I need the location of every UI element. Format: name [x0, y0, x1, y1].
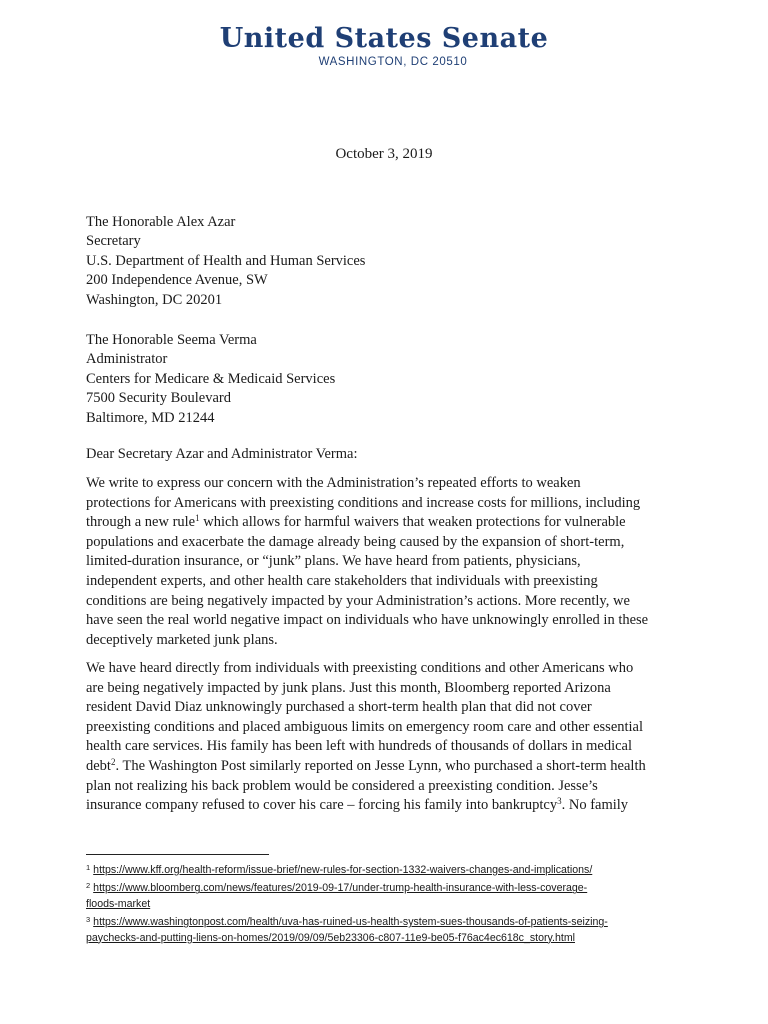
recipient-title: Administrator — [86, 351, 168, 368]
paragraph-line: are being negatively impacted by junk plans. Just this month, Bloomberg reported Arizona — [86, 679, 611, 696]
footnotes — [86, 860, 608, 946]
recipient-city: Washington, DC 20201 — [86, 291, 223, 308]
footnote-2 — [86, 878, 608, 896]
recipient-title: Secretary — [86, 233, 141, 250]
paragraph-line — [86, 513, 688, 533]
footnote-link[interactable]: https://www.washingtonpost.com/health/uva-has-ruined-us-health-system-sues-thousands-of-patients-seizing- — [93, 916, 608, 929]
paragraph-text: debt — [86, 757, 111, 774]
paragraph-line — [86, 757, 688, 777]
paragraph-line: plan not realizing his back problem would be considered a preexisting condition. Jesse’s — [86, 777, 598, 794]
recipient-name: The Honorable Seema Verma — [86, 332, 257, 348]
footnote-ref-1: 1 — [195, 513, 200, 524]
recipient-name: The Honorable Alex Azar — [86, 214, 236, 230]
body-paragraph-1 — [86, 474, 688, 650]
paragraph-line: preexisting conditions and placed ambiguous limits on emergency room care and other essential — [86, 718, 644, 735]
paragraph-line: health care services. His family has been left with hundreds of thousands of dollars in medical — [86, 738, 633, 755]
recipient-street: 7500 Security Boulevard — [86, 390, 231, 407]
footnote-1 — [86, 860, 608, 878]
footnote-3-cont — [86, 931, 608, 946]
footnote-3 — [86, 912, 608, 930]
letterhead-title: United States Senate — [219, 23, 549, 54]
paragraph-line: have seen the real world negative impact on individuals who have unknowingly enrolled in these — [86, 612, 649, 629]
letterhead-location: WASHINGTON, DC 20510 — [318, 56, 468, 68]
footnote-ref-3: 3 — [557, 796, 562, 807]
footnote-link[interactable]: floods-market — [86, 897, 151, 910]
paragraph-text: insurance company refused to cover his care – forcing his family into bankruptcy — [86, 797, 558, 814]
paragraph-line: deceptively marketed junk plans. — [86, 631, 278, 648]
body-paragraph-2 — [86, 659, 688, 816]
footnote-ref-2: 2 — [110, 756, 116, 767]
paragraph-text: which allows for harmful waivers that weaken protections for vulnerable — [199, 514, 626, 531]
recipient-city: Baltimore, MD 21244 — [86, 409, 215, 426]
footnote-link[interactable]: https://www.kff.org/health-reform/issue-brief/new-rules-for-section-1332-waivers-changes-and-implications/ — [93, 864, 593, 876]
footnote-mark: 2 — [86, 881, 91, 891]
paragraph-line: resident David Diaz unknowingly purchased a short-term health plan that did not cover — [86, 699, 592, 716]
footnote-link[interactable]: paychecks-and-putting-liens-on-homes/2019/09/09/5eb23306-c807-11e9-be05-f76ac4ec618c_story.html — [86, 931, 575, 944]
paragraph-line: conditions are being negatively impacted by your Administration’s actions. More recently, we — [86, 592, 630, 609]
paragraph-text: . The Washington Post similarly reported on Jesse Lynn, who purchased a short-term health — [115, 757, 646, 774]
paragraph-text: . No family — [561, 797, 629, 814]
footnote-divider — [86, 854, 269, 855]
paragraph-line: We have heard directly from individuals with preexisting conditions and other Americans who — [86, 660, 634, 676]
recipient-street: 200 Independence Avenue, SW — [86, 272, 268, 289]
recipient-organization: U.S. Department of Health and Human Services — [86, 252, 366, 269]
paragraph-line: independent experts, and other health care stakeholders that individuals with preexisting — [86, 572, 598, 589]
paragraph-line: protections for Americans with preexisting conditions and increase costs for millions, including — [86, 494, 641, 511]
footnote-mark: 1 — [86, 863, 91, 872]
paragraph-line — [86, 796, 688, 816]
paragraph-line: We write to express our concern with the Administration’s repeated efforts to weaken — [86, 475, 581, 491]
letter-date: October 3, 2019 — [335, 146, 433, 162]
salutation: Dear Secretary Azar and Administrator Verma: — [86, 446, 358, 462]
footnote-mark: 3 — [86, 915, 91, 925]
recipient-block-azar — [86, 213, 365, 310]
letterhead — [0, 22, 768, 68]
footnote-link[interactable]: https://www.bloomberg.com/news/features/2019-09-17/under-trump-health-insurance-with-less-coverage- — [93, 882, 588, 895]
recipient-block-verma — [86, 331, 335, 428]
paragraph-line: limited-duration insurance, or “junk” plans. We have heard from patients, physicians, — [86, 553, 581, 570]
recipient-organization: Centers for Medicare & Medicaid Services — [86, 370, 336, 387]
footnote-2-cont — [86, 897, 608, 912]
paragraph-line: populations and exacerbate the damage already being caused by the expansion of short-term, — [86, 533, 625, 550]
paragraph-text: through a new rule — [86, 514, 196, 531]
